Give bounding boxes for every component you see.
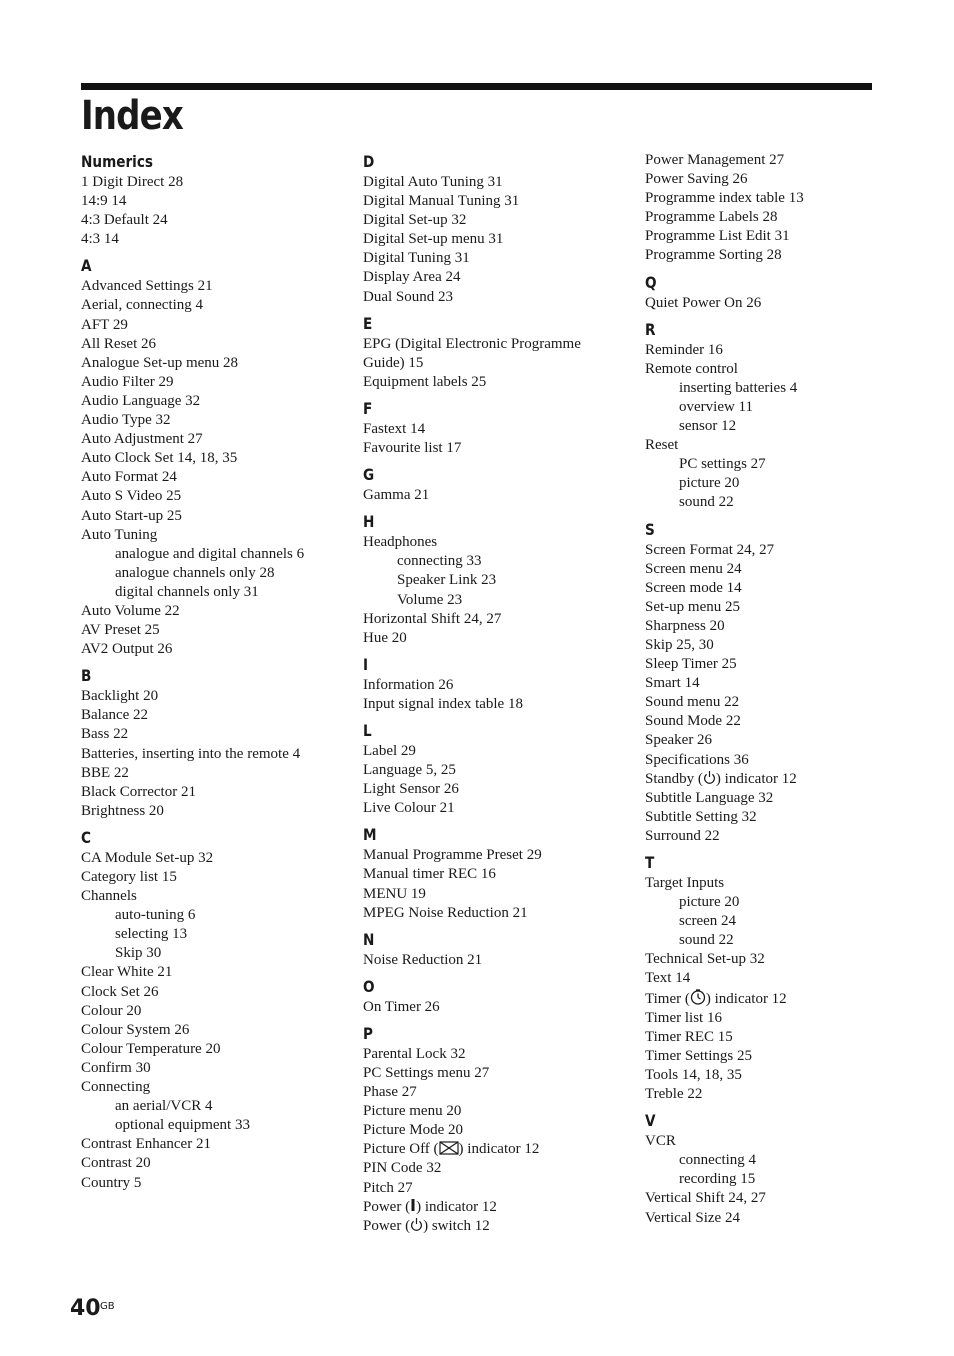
index-entry: Label 29 [363, 742, 416, 759]
index-entry: Light Sensor 26 [363, 781, 459, 798]
entry-text-post: ) indicator 12 [416, 1198, 497, 1215]
index-entry: 14:9 14 [81, 193, 127, 210]
index-subentry: screen 24 [679, 913, 737, 930]
index-entry: Colour 20 [81, 1002, 142, 1019]
section-letter: C [81, 827, 91, 847]
index-entry: VCR [645, 1133, 676, 1150]
index-entry: Picture Mode 20 [363, 1122, 463, 1139]
index-entry: Confirm 30 [81, 1059, 151, 1076]
index-entry: PC Settings menu 27 [363, 1065, 490, 1081]
index-entry: Advanced Settings 21 [81, 278, 213, 295]
power-icon [410, 1218, 423, 1234]
index-entry: Auto Start-up 25 [81, 507, 182, 524]
index-entry: Screen Format 24, 27 [645, 541, 775, 558]
section-letter: F [363, 398, 373, 418]
index-section [81, 665, 351, 821]
index-entry: Input signal index table 18 [363, 695, 523, 712]
index-entry: Surround 22 [645, 827, 720, 844]
index-entry [363, 1217, 633, 1236]
index-section [363, 1023, 633, 1236]
index-entry: Country 5 [81, 1174, 142, 1191]
index-subentry: picture 20 [679, 894, 740, 911]
index-entry: Brightness 20 [81, 802, 164, 819]
index-subentry: sensor 12 [679, 418, 737, 435]
index-entry: Audio Filter 29 [81, 373, 174, 390]
index-entry: Skip 25, 30 [645, 636, 714, 653]
page-number-suffix: GB [100, 1301, 115, 1312]
index-entry: Parental Lock 32 [363, 1045, 466, 1062]
index-entry: Subtitle Language 32 [645, 789, 774, 806]
section-letter: E [363, 313, 373, 333]
index-section [363, 929, 633, 970]
index-entry: Noise Reduction 21 [363, 951, 483, 968]
index-section [363, 720, 633, 818]
index-section [363, 151, 633, 307]
index-entry: Programme List Edit 31 [645, 228, 790, 245]
index-entry: AV Preset 25 [81, 622, 160, 639]
index-entry: Audio Language 32 [81, 392, 201, 409]
index-entry: Digital Set-up menu 31 [363, 231, 504, 248]
index-entry: Reset [645, 437, 679, 454]
index-section [363, 824, 633, 922]
index-entry: Dual Sound 23 [363, 288, 453, 305]
index-subentry: connecting 4 [679, 1152, 757, 1169]
index-section [363, 511, 633, 648]
section-letter: I [363, 654, 369, 674]
index-entry [363, 1140, 633, 1159]
index-section [645, 319, 915, 513]
index-subentry: connecting 33 [397, 553, 482, 570]
index-entry: Contrast Enhancer 21 [81, 1136, 211, 1153]
index-entry: Technical Set-up 32 [645, 951, 765, 968]
index-entry: CA Module Set-up 32 [81, 849, 214, 866]
index-entry: AV2 Output 26 [81, 641, 173, 658]
index-section [363, 398, 633, 458]
entry-text-post: ) indicator 12 [458, 1141, 540, 1158]
section-letter: L [363, 720, 372, 740]
index-entry: Timer Settings 25 [645, 1047, 752, 1064]
section-letter: B [81, 666, 92, 686]
index-subentry: recording 15 [679, 1171, 756, 1188]
index-entry: EPG (Digital Electronic Programme [363, 335, 581, 352]
index-entry: Display Area 24 [363, 269, 461, 286]
index-entry: Subtitle Setting 32 [645, 808, 757, 825]
index-subentry: inserting batteries 4 [679, 379, 798, 396]
index-entry: Digital Tuning 31 [363, 250, 470, 267]
index-subentry: analogue channels only 28 [115, 564, 275, 581]
index-entry: Sharpness 20 [645, 617, 725, 634]
index-entry: Channels [81, 888, 137, 905]
index-entry: Treble 22 [645, 1086, 703, 1103]
index-column-3 [645, 151, 915, 1228]
index-entry: Auto Adjustment 27 [81, 431, 203, 448]
index-entry [645, 770, 915, 789]
index-section [81, 151, 351, 249]
index-entry: Tools 14, 18, 35 [645, 1066, 742, 1083]
entry-text-pre: Power ( [363, 1198, 411, 1215]
index-entry: Auto Volume 22 [81, 602, 180, 619]
picture-off-icon [439, 1141, 459, 1157]
section-letter: D [363, 152, 375, 171]
index-entry: Timer list 16 [645, 1009, 722, 1026]
index-entry: Text 14 [645, 970, 691, 987]
index-entry: Equipment labels 25 [363, 373, 487, 390]
index-entry: Specifications 36 [645, 751, 749, 768]
section-letter: Numerics [81, 152, 153, 171]
index-entry: Screen menu 24 [645, 560, 742, 577]
entry-text-pre: Timer ( [645, 990, 690, 1007]
page-number: 40 [70, 1296, 101, 1321]
index-entry [363, 1198, 633, 1217]
index-entry: Connecting [81, 1079, 151, 1096]
top-rule [81, 83, 872, 90]
section-letter: T [645, 853, 655, 872]
index-entry: Horizontal Shift 24, 27 [363, 610, 502, 627]
index-entry: Information 26 [363, 676, 454, 693]
index-subentry: PC settings 27 [679, 456, 766, 473]
index-entry: MENU 19 [363, 885, 426, 902]
section-letter: V [645, 1111, 656, 1131]
index-entry: Language 5, 25 [363, 762, 456, 779]
index-entry: Clear White 21 [81, 964, 173, 981]
index-subentry: analogue and digital channels 6 [115, 545, 305, 562]
standby-icon [703, 771, 716, 787]
entry-text-post: ) indicator 12 [715, 770, 797, 787]
index-entry: Programme Labels 28 [645, 209, 778, 226]
index-entry: Manual timer REC 16 [363, 866, 496, 883]
index-section [363, 313, 633, 392]
index-entry: 4:3 14 [81, 231, 119, 248]
index-entry: Audio Type 32 [81, 412, 171, 429]
index-entry: Clock Set 26 [81, 983, 159, 1000]
index-entry: Bass 22 [81, 726, 129, 743]
page-title: Index [81, 93, 183, 139]
index-subentry: picture 20 [679, 475, 740, 492]
index-entry: Backlight 20 [81, 688, 159, 705]
index-entry: Remote control [645, 360, 738, 377]
index-entry [645, 989, 915, 1009]
index-subentry: digital channels only 31 [115, 583, 259, 600]
index-section [645, 1110, 915, 1227]
entry-text-post: ) switch 12 [423, 1217, 490, 1234]
index-entry: Aerial, connecting 4 [81, 297, 204, 314]
timer-icon [690, 991, 706, 1007]
index-entry: Guide) 15 [363, 354, 424, 371]
index-entry: Batteries, inserting into the remote 4 [81, 745, 301, 762]
index-entry: Manual Programme Preset 29 [363, 847, 542, 864]
index-entry: Timer REC 15 [645, 1028, 733, 1045]
index-entry: Sleep Timer 25 [645, 656, 737, 673]
index-entry: Screen mode 14 [645, 579, 742, 596]
index-entry: All Reset 26 [81, 335, 156, 352]
index-section [363, 464, 633, 505]
index-entry: Reminder 16 [645, 341, 723, 358]
index-entry: On Timer 26 [363, 998, 440, 1015]
index-section [645, 151, 915, 266]
index-section [363, 654, 633, 714]
index-subentry: sound 22 [679, 932, 734, 949]
index-entry: Contrast 20 [81, 1155, 151, 1172]
index-section [645, 852, 915, 1104]
index-entry: Set-up menu 25 [645, 598, 740, 615]
index-entry: Fastext 14 [363, 420, 426, 437]
section-letter: N [363, 929, 375, 949]
index-subentry: optional equipment 33 [115, 1117, 250, 1134]
index-entry: AFT 29 [81, 316, 128, 333]
index-subentry: an aerial/VCR 4 [115, 1098, 213, 1115]
index-entry: Favourite list 17 [363, 440, 462, 457]
index-subentry: overview 11 [679, 398, 754, 415]
index-entry: Phase 27 [363, 1084, 417, 1101]
index-section [81, 255, 351, 659]
index-entry: Balance 22 [81, 707, 149, 724]
index-entry: Auto S Video 25 [81, 488, 182, 505]
index-section [363, 976, 633, 1017]
index-entry: Pitch 27 [363, 1179, 413, 1196]
index-entry: Headphones [363, 534, 438, 551]
index-section [645, 272, 915, 313]
index-subentry: Volume 23 [397, 591, 463, 608]
index-section [81, 827, 351, 1193]
index-entry: Quiet Power On 26 [645, 294, 762, 311]
index-column-1 [81, 151, 351, 1193]
section-letter: P [363, 1023, 373, 1043]
index-entry: Programme Sorting 28 [645, 247, 782, 264]
index-entry: Gamma 21 [363, 487, 430, 504]
index-subentry: Skip 30 [115, 945, 162, 962]
index-entry: 4:3 Default 24 [81, 212, 168, 229]
index-subentry: Speaker Link 23 [397, 572, 497, 589]
section-letter: S [645, 519, 655, 539]
index-entry: Vertical Shift 24, 27 [645, 1190, 766, 1207]
section-letter: G [363, 465, 375, 485]
index-entry: 1 Digit Direct 28 [81, 174, 184, 190]
index-column-2 [363, 151, 633, 1236]
index-entry: Power Saving 26 [645, 171, 748, 188]
section-letter: Q [645, 272, 657, 292]
section-letter: R [645, 319, 656, 339]
index-subentry: auto-tuning 6 [115, 907, 196, 924]
index-subentry: sound 22 [679, 494, 734, 511]
index-entry: Category list 15 [81, 869, 177, 885]
index-entry: Sound menu 22 [645, 694, 740, 711]
index-entry: Digital Manual Tuning 31 [363, 193, 520, 210]
index-section [645, 519, 915, 847]
index-entry: Picture menu 20 [363, 1103, 462, 1120]
section-letter: H [363, 512, 375, 532]
entry-text-pre: Picture Off ( [363, 1141, 439, 1158]
index-entry: PIN Code 32 [363, 1160, 442, 1177]
section-letter: A [81, 256, 92, 276]
index-entry: Sound Mode 22 [645, 713, 741, 730]
entry-text-post: ) indicator 12 [705, 990, 787, 1007]
index-entry: Auto Tuning [81, 526, 158, 543]
index-entry: Colour Temperature 20 [81, 1040, 221, 1057]
index-subentry: selecting 13 [115, 926, 188, 943]
index-entry: BBE 22 [81, 764, 129, 781]
index-entry: Auto Clock Set 14, 18, 35 [81, 450, 238, 467]
index-entry: Power Management 27 [645, 152, 785, 168]
entry-text-pre: Power ( [363, 1217, 411, 1234]
entry-text-pre: Standby ( [645, 770, 703, 787]
index-entry: Black Corrector 21 [81, 783, 196, 800]
index-entry: Vertical Size 24 [645, 1209, 740, 1226]
index-entry: MPEG Noise Reduction 21 [363, 904, 528, 921]
index-entry: Hue 20 [363, 629, 407, 646]
section-letter: O [363, 976, 375, 996]
index-entry: Digital Set-up 32 [363, 212, 467, 229]
index-entry: Target Inputs [645, 875, 725, 891]
index-entry: Programme index table 13 [645, 190, 804, 207]
index-entry: Speaker 26 [645, 732, 713, 749]
index-entry: Analogue Set-up menu 28 [81, 354, 239, 371]
index-entry: Smart 14 [645, 675, 700, 692]
index-entry: Colour System 26 [81, 1021, 190, 1038]
index-entry: Auto Format 24 [81, 469, 177, 486]
index-entry: Digital Auto Tuning 31 [363, 174, 503, 190]
section-letter: M [363, 825, 377, 845]
index-entry: Live Colour 21 [363, 800, 455, 817]
